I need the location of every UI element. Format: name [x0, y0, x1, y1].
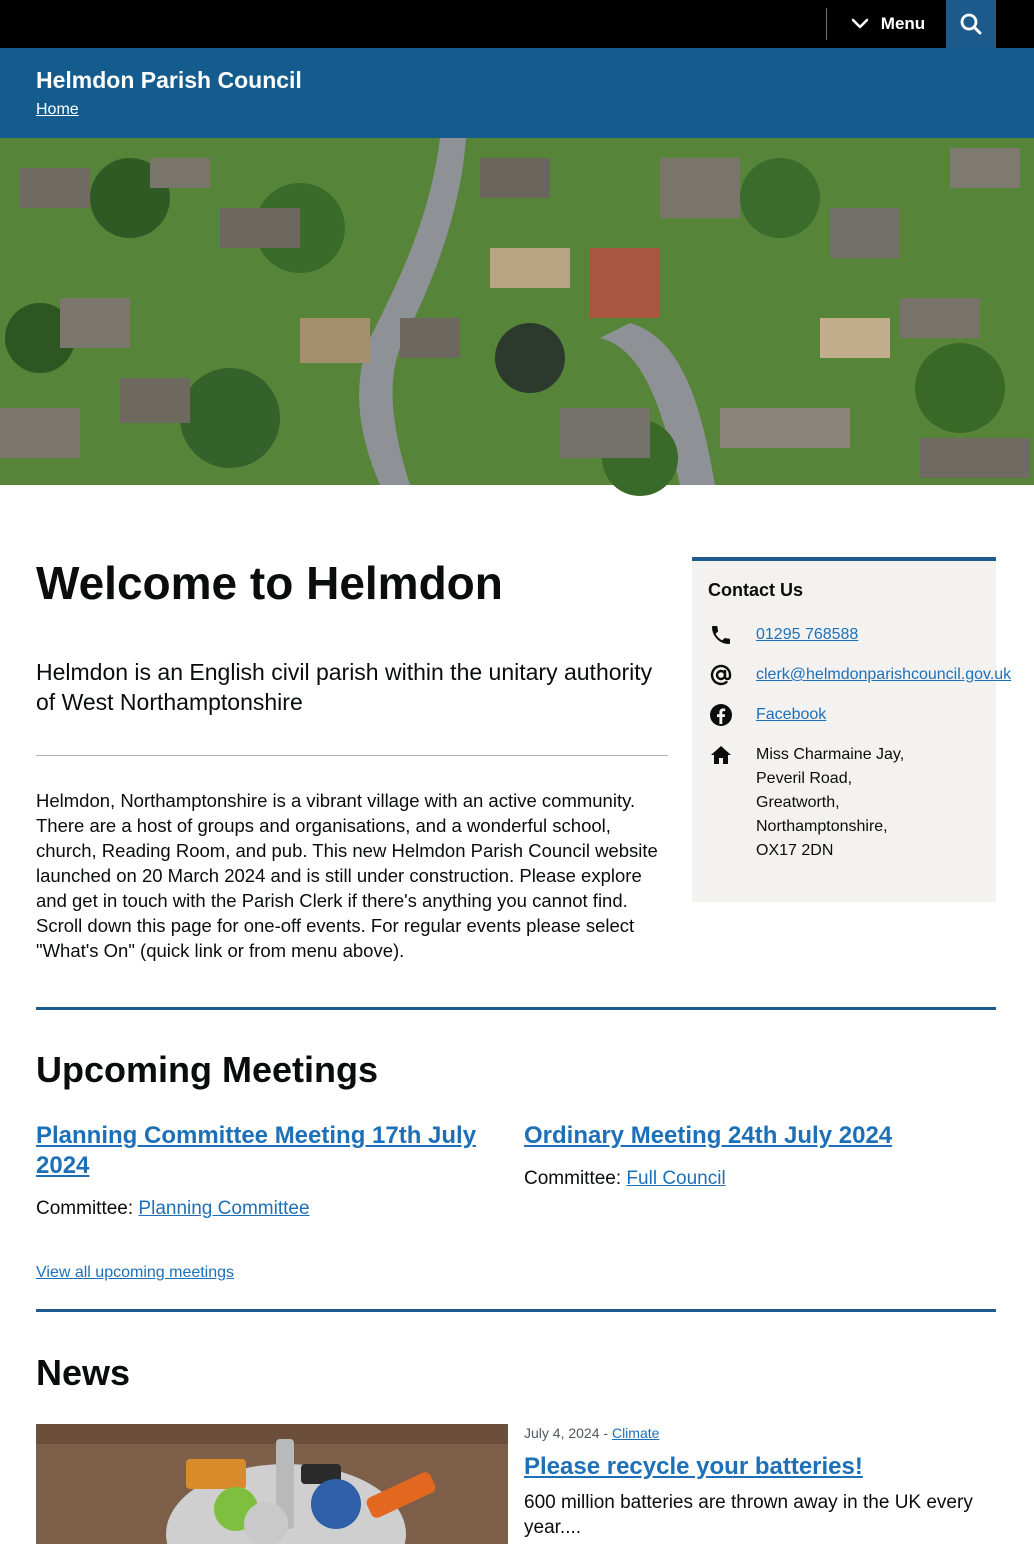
topbar-divider — [826, 8, 827, 40]
contact-address — [756, 743, 904, 863]
address-line: OX17 2DN — [756, 842, 834, 859]
address-line: Peveril Road, — [756, 770, 853, 787]
top-bar — [0, 0, 1034, 48]
news-meta — [524, 1424, 659, 1442]
view-all-meetings-link[interactable]: View all upcoming meetings — [36, 1264, 235, 1281]
chevron-down-icon — [851, 15, 869, 33]
at-sign-icon — [708, 663, 734, 687]
contact-facebook-row — [708, 703, 826, 727]
news-image[interactable] — [36, 1424, 508, 1544]
meeting-committee — [36, 1195, 486, 1223]
meetings-title: Upcoming Meetings — [36, 1049, 379, 1090]
committee-link[interactable]: Planning Committee — [138, 1198, 310, 1219]
welcome-title: Welcome to Helmdon — [36, 557, 503, 609]
welcome-lead: Helmdon is an English civil parish within the unitary authority of West Northamptonshire — [36, 659, 653, 715]
news-title: News — [36, 1352, 131, 1393]
contact-address-row — [708, 743, 904, 863]
meeting-committee — [524, 1165, 974, 1193]
contact-facebook-link[interactable]: Facebook — [756, 706, 827, 723]
meeting-card — [524, 1121, 974, 1193]
meeting-title-link[interactable]: Planning Committee Meeting 17th July 2024 — [36, 1122, 477, 1179]
committee-link[interactable]: Full Council — [626, 1168, 726, 1189]
search-icon — [959, 12, 983, 36]
section-rule — [36, 1007, 996, 1010]
contact-card — [692, 557, 1012, 902]
section-divider — [36, 755, 668, 756]
menu-label: Menu — [880, 14, 926, 33]
contact-email-row — [708, 663, 1012, 687]
hero-image — [0, 138, 1034, 485]
contact-email-link[interactable]: clerk@helmdonparishcouncil.gov.uk — [756, 666, 1012, 683]
news-meta-separator: - — [599, 1425, 612, 1441]
committee-label: Committee: — [524, 1168, 627, 1189]
address-line: Miss Charmaine Jay, — [756, 746, 905, 763]
address-line: Northamptonshire, — [756, 818, 888, 835]
contact-phone-link[interactable]: 01295 768588 — [756, 626, 859, 643]
menu-button[interactable] — [832, 0, 944, 48]
home-icon — [708, 743, 734, 767]
meeting-card — [36, 1121, 486, 1223]
section-rule — [36, 1309, 996, 1312]
news-headline-link[interactable]: Please recycle your batteries! — [524, 1453, 863, 1480]
welcome-body: Helmdon, Northamptonshire is a vibrant village with an active community. There are a host of groups and organisations, and a wonderful school, church, Reading Room, and pub. This new Helmdon Parish Council website launched on 20 March 2024 and is still under construction. Please explore and get in touch with the Parish Clerk if there's anything you cannot find. Scroll down this page for one-off events. For regular events please select "What's On" (quick link or from menu above). — [36, 790, 658, 961]
site-title[interactable]: Helmdon Parish Council — [36, 67, 302, 93]
committee-label: Committee: — [36, 1198, 139, 1219]
address-line: Greatworth, — [756, 794, 840, 811]
contact-title: Contact Us — [708, 580, 804, 600]
news-date: July 4, 2024 — [524, 1425, 600, 1441]
news-category-link[interactable]: Climate — [611, 1425, 660, 1441]
site-header — [0, 48, 1034, 138]
news-excerpt: 600 million batteries are thrown away in the UK every year.... — [524, 1492, 973, 1538]
meeting-title-link[interactable]: Ordinary Meeting 24th July 2024 — [524, 1122, 893, 1149]
facebook-icon — [708, 703, 734, 727]
contact-phone-row — [708, 623, 858, 647]
phone-icon — [708, 623, 734, 647]
breadcrumb-home[interactable]: Home — [36, 101, 79, 118]
search-button[interactable] — [946, 0, 996, 48]
